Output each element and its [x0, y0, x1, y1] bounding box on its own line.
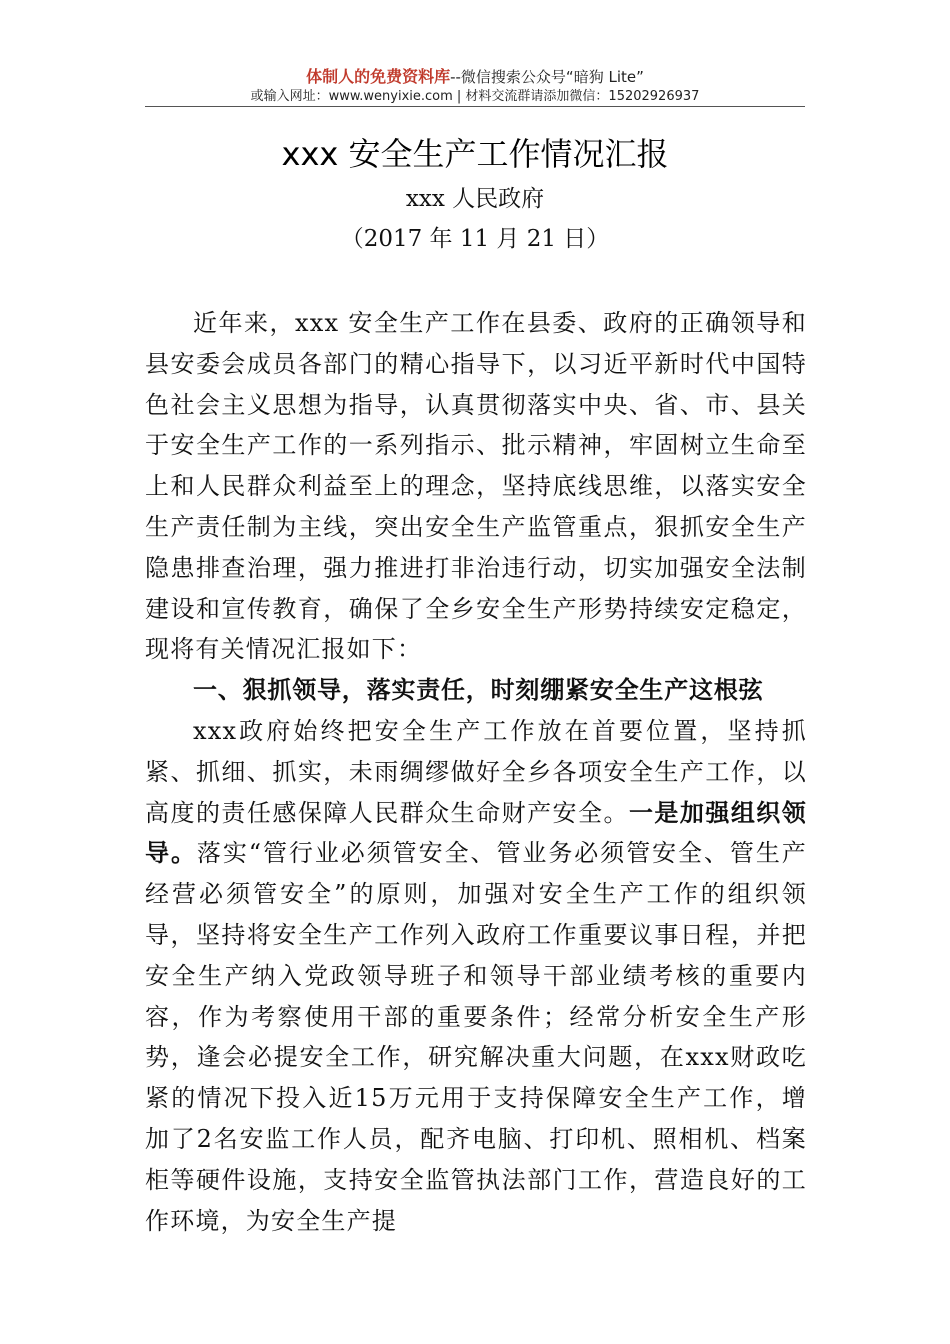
header-brand: 体制人的免费资料库 — [306, 67, 451, 86]
document-issuer: xxx 人民政府 — [405, 186, 545, 212]
section-1-heading: 一、狠抓领导，落实责任，时刻绷紧安全生产这根弦 — [193, 676, 764, 705]
section-1-bold-point: 一是加强组织领导。 — [145, 798, 807, 868]
section-1-lead: xxx政府始终把安全生产工作放在首要位置，坚持抓紧、抓细、抓实，未雨绸缪做好全乡各项安全生产工作，以高度的责任感保障人民群众生命财产安全。 — [145, 716, 807, 827]
header-website-line: 或输入网址：www.wenyixie.com | 材料交流群请添加微信：15202926937 — [250, 89, 700, 104]
intro-paragraph: 近年来，xxx 安全生产工作在县委、政府的正确领导和县安委会成员各部门的精心指导下，以习近平新时代中国特色社会主义思想为指导，认真贯彻落实中央、省、市、县关于安全生产工作的一系列指示、批示精神，牢固树立生命至上和人民群众利益至上的理念，坚持底线思维，以落实安全生产责任制为主线，突出安全生产监管重点，狠抓安全生产隐患排查治理，强力推进打非治违行动，切实加强安全法制建设和宣传教育，确保了全乡安全生产形势持续安定稳定，现将有关情况汇报如下： — [145, 309, 807, 664]
section-1-rest: 落实“管行业必须管安全、管业务必须管安全、管生产经营必须管安全”的原则，加强对安全生产工作的组织领导，坚持将安全生产工作列入政府工作重要议事日程，并把安全生产纳入党政领导班子和领导干部业绩考核的重要内容，作为考察使用干部的重要条件；经常分析安全生产形势，逢会必提安全工作，研究解决重大问题，在xxx财政吃紧的情况下投入近15万元用于支持保障安全生产工作，增加了2名安监工作人员，配齐电脑、打印机、照相机、档案柜等硬件设施，支持安全监管执法部门工作，营造良好的工作环境，为安全生产提 — [145, 839, 807, 1235]
document-title: xxx 安全生产工作情况汇报 — [281, 135, 669, 173]
header-banner — [0, 66, 950, 88]
page-header — [0, 66, 950, 106]
header-slogan: --微信搜索公众号“暗狗 Lite” — [450, 68, 644, 86]
header-divider — [145, 106, 805, 107]
section-1-paragraph — [145, 711, 807, 1241]
document-date: （2017 年 11 月 21 日） — [340, 226, 610, 252]
document-body — [145, 303, 807, 1241]
